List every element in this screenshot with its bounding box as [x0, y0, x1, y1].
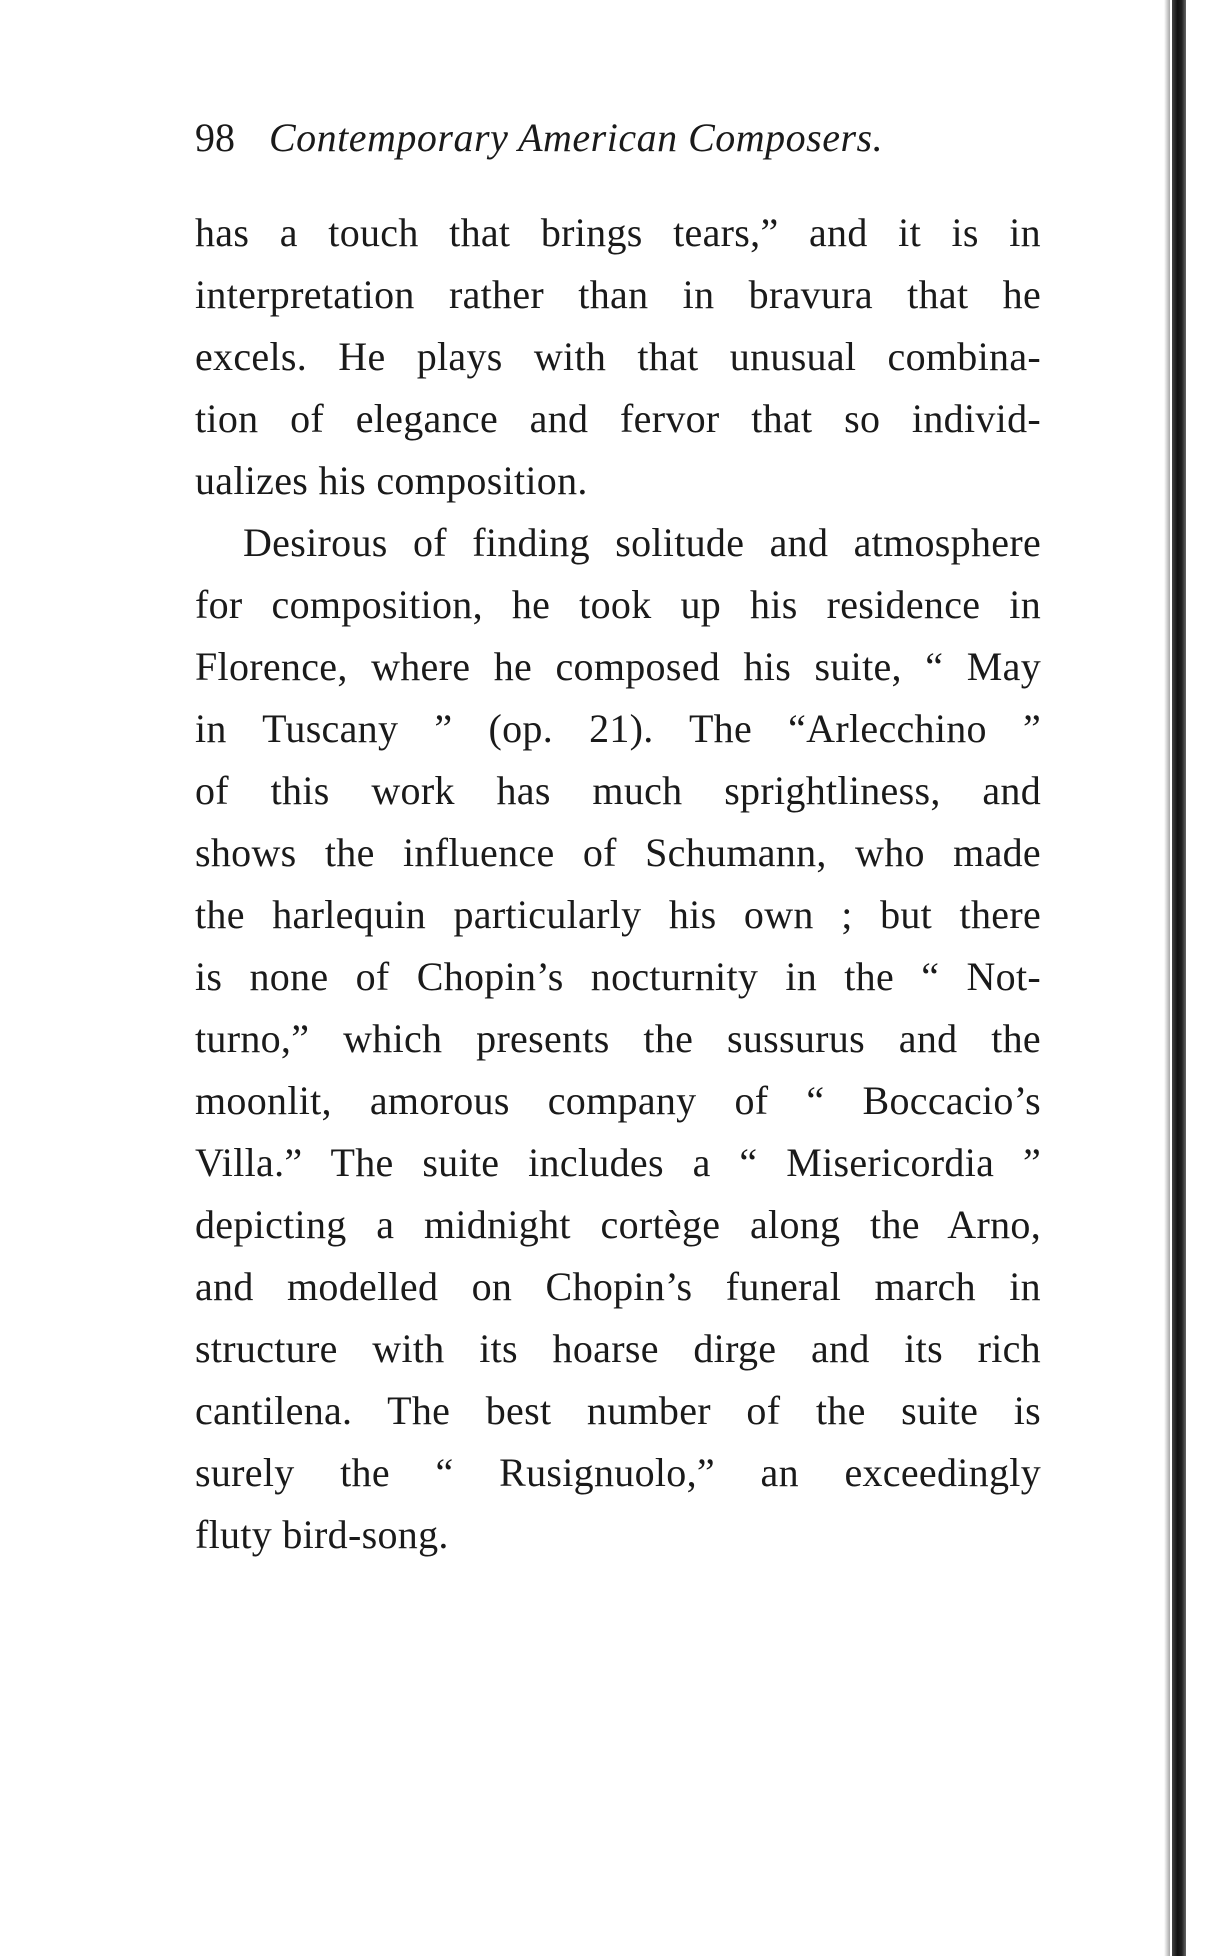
book-spine-edge	[1172, 0, 1186, 1956]
page-gutter-shadow	[1164, 0, 1170, 1956]
paragraph-1	[195, 202, 1041, 512]
text-line: shows the influence of Schumann, who made	[195, 830, 1041, 875]
text-line: Desirous of finding solitude and atmosphere	[243, 520, 1041, 565]
text-line: of this work has much sprightliness, and	[195, 768, 1041, 813]
text-line: the harlequin particularly his own ; but there	[195, 892, 1041, 937]
running-title: Contemporary American Composers.	[269, 115, 884, 160]
text-line: structure with its hoarse dirge and its rich	[195, 1326, 1041, 1371]
text-line: Florence, where he composed his suite, “ May	[195, 644, 1041, 689]
page-number: 98	[195, 115, 235, 160]
text-line: turno,” which presents the sussurus and the	[195, 1016, 1041, 1061]
text-line: depicting a midnight cortège along the Arno,	[195, 1202, 1041, 1247]
text-line: and modelled on Chopin’s funeral march in	[195, 1264, 1041, 1309]
text-line: cantilena. The best number of the suite is	[195, 1388, 1041, 1433]
text-line: has a touch that brings tears,” and it is in	[195, 210, 1041, 255]
text-line: ualizes his composition.	[195, 458, 588, 503]
text-line: Villa.” The suite includes a “ Misericordia ”	[195, 1140, 1041, 1185]
text-line: excels. He plays with that unusual combina-	[195, 334, 1041, 379]
text-line: in Tuscany ” (op. 21). The “Arlecchino ”	[195, 706, 1041, 751]
text-line: interpretation rather than in bravura that he	[195, 272, 1041, 317]
text-line: for composition, he took up his residence in	[195, 582, 1041, 627]
running-head	[195, 113, 883, 163]
text-line: surely the “ Rusignuolo,” an exceedingly	[195, 1450, 1041, 1495]
text-line: fluty bird-song.	[195, 1512, 449, 1557]
body-text	[195, 202, 1041, 1566]
text-line: tion of elegance and fervor that so individ-	[195, 396, 1041, 441]
text-line: moonlit, amorous company of “ Boccacio’s	[195, 1078, 1041, 1123]
paragraph-2	[195, 512, 1041, 1566]
text-line: is none of Chopin’s nocturnity in the “ Not-	[195, 954, 1041, 999]
